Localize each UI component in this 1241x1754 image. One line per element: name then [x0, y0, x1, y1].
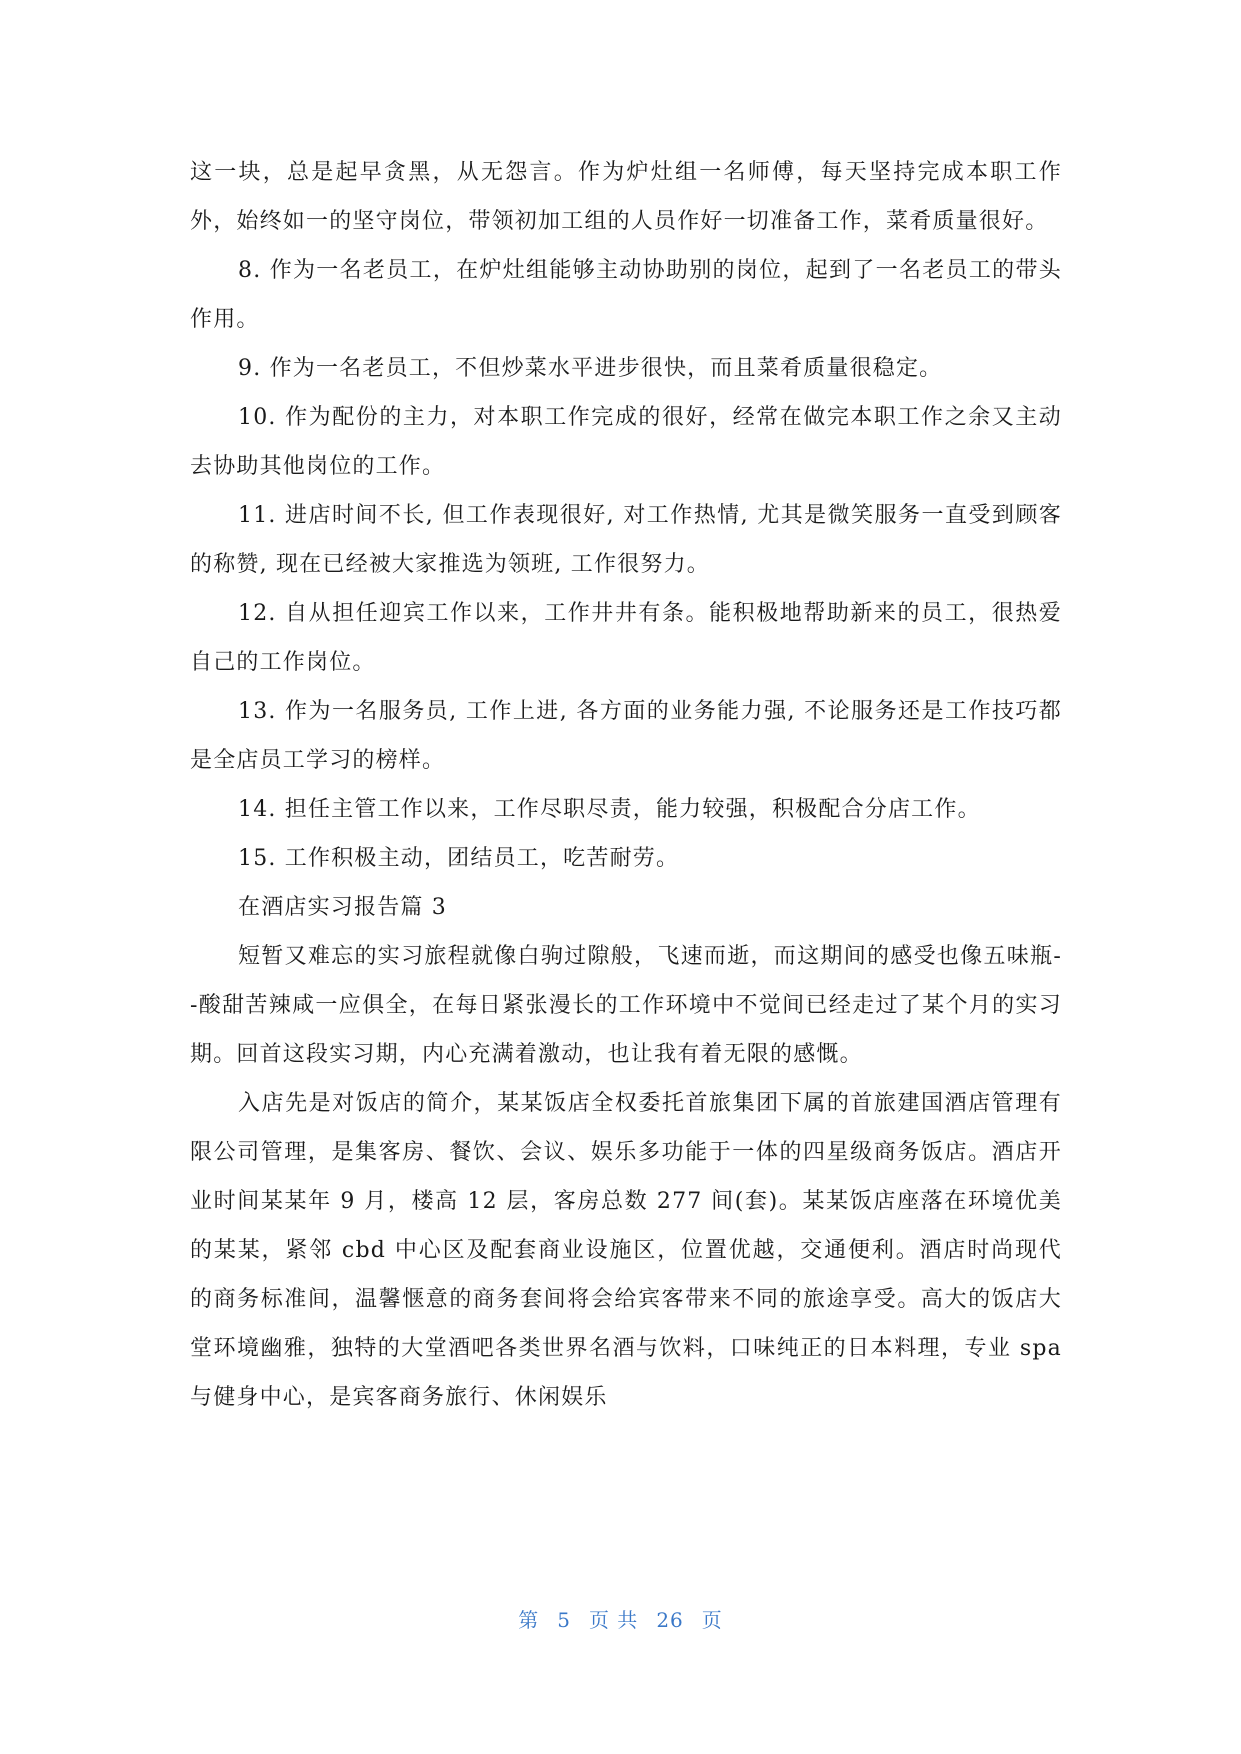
list-item-15: 15. 工作积极主动，团结员工，吃苦耐劳。: [238, 846, 680, 871]
list-item-12: 12. 自从担任迎宾工作以来，工作井井有条。能积极地帮助新来的员工，很热爱自己的工作岗位。: [190, 601, 1062, 675]
list-item-13: 13. 作为一名服务员, 工作上进, 各方面的业务能力强, 不论服务还是工作技巧都是全店员工学习的榜样。: [190, 699, 1062, 773]
list-item-11: 11. 进店时间不长, 但工作表现很好, 对工作热情, 尤其是微笑服务一直受到顾客的称赞, 现在已经被大家推选为领班, 工作很努力。: [190, 503, 1062, 577]
list-item-8: 8. 作为一名老员工，在炉灶组能够主动协助别的岗位，起到了一名老员工的带头作用。: [190, 258, 1062, 332]
footer-current-page: 5: [557, 1608, 571, 1632]
list-item-10: 10. 作为配份的主力，对本职工作完成的很好，经常在做完本职工作之余又主动去协助其他岗位的工作。: [190, 405, 1062, 479]
footer-middle: 页 共: [588, 1608, 639, 1632]
paragraph-intro: 短暂又难忘的实习旅程就像白驹过隙般，飞速而逝，而这期间的感受也像五味瓶--酸甜苦辣咸一应俱全，在每日紧张漫长的工作环境中不觉间已经走过了某个月的实习期。回首这段实习期，内心充满着激动，也让我有着无限的感慨。: [190, 944, 1062, 1067]
page-footer: [0, 1604, 1241, 1633]
paragraph-hotel-intro: 入店先是对饭店的简介，某某饭店全权委托首旅集团下属的首旅建国酒店管理有限公司管理，是集客房、餐饮、会议、娱乐多功能于一体的四星级商务饭店。酒店开业时间某某年 9 月，楼高 12 层，客房总数 277 间(套)。某某饭店座落在环境优美的某某，紧邻 cbd 中心区及配套商业设施区，位置优越，交通便利。酒店时尚现代的商务标准间，温馨惬意的商务套间将会给宾客带来不同的旅途享受。高大的饭店大堂环境幽雅，独特的大堂酒吧各类世界名酒与饮料，口味纯正的日本料理，专业 spa 与健身中心，是宾客商务旅行、休闲娱乐: [190, 1091, 1062, 1410]
list-item-9: 9. 作为一名老员工，不但炒菜水平进步很快，而且菜肴质量很稳定。: [238, 356, 943, 381]
paragraph-continuation: 这一块，总是起早贪黑，从无怨言。作为炉灶组一名师傅，每天坚持完成本职工作外，始终如一的坚守岗位，带领初加工组的人员作好一切准备工作，菜肴质量很好。: [190, 160, 1062, 234]
section-heading: 在酒店实习报告篇 3: [238, 895, 447, 920]
footer-prefix: 第: [518, 1608, 540, 1632]
footer-suffix: 页: [701, 1608, 723, 1632]
footer-total-pages: 26: [656, 1608, 684, 1632]
document-body: [190, 148, 1062, 1422]
list-item-14: 14. 担任主管工作以来，工作尽职尽责，能力较强，积极配合分店工作。: [238, 797, 981, 822]
